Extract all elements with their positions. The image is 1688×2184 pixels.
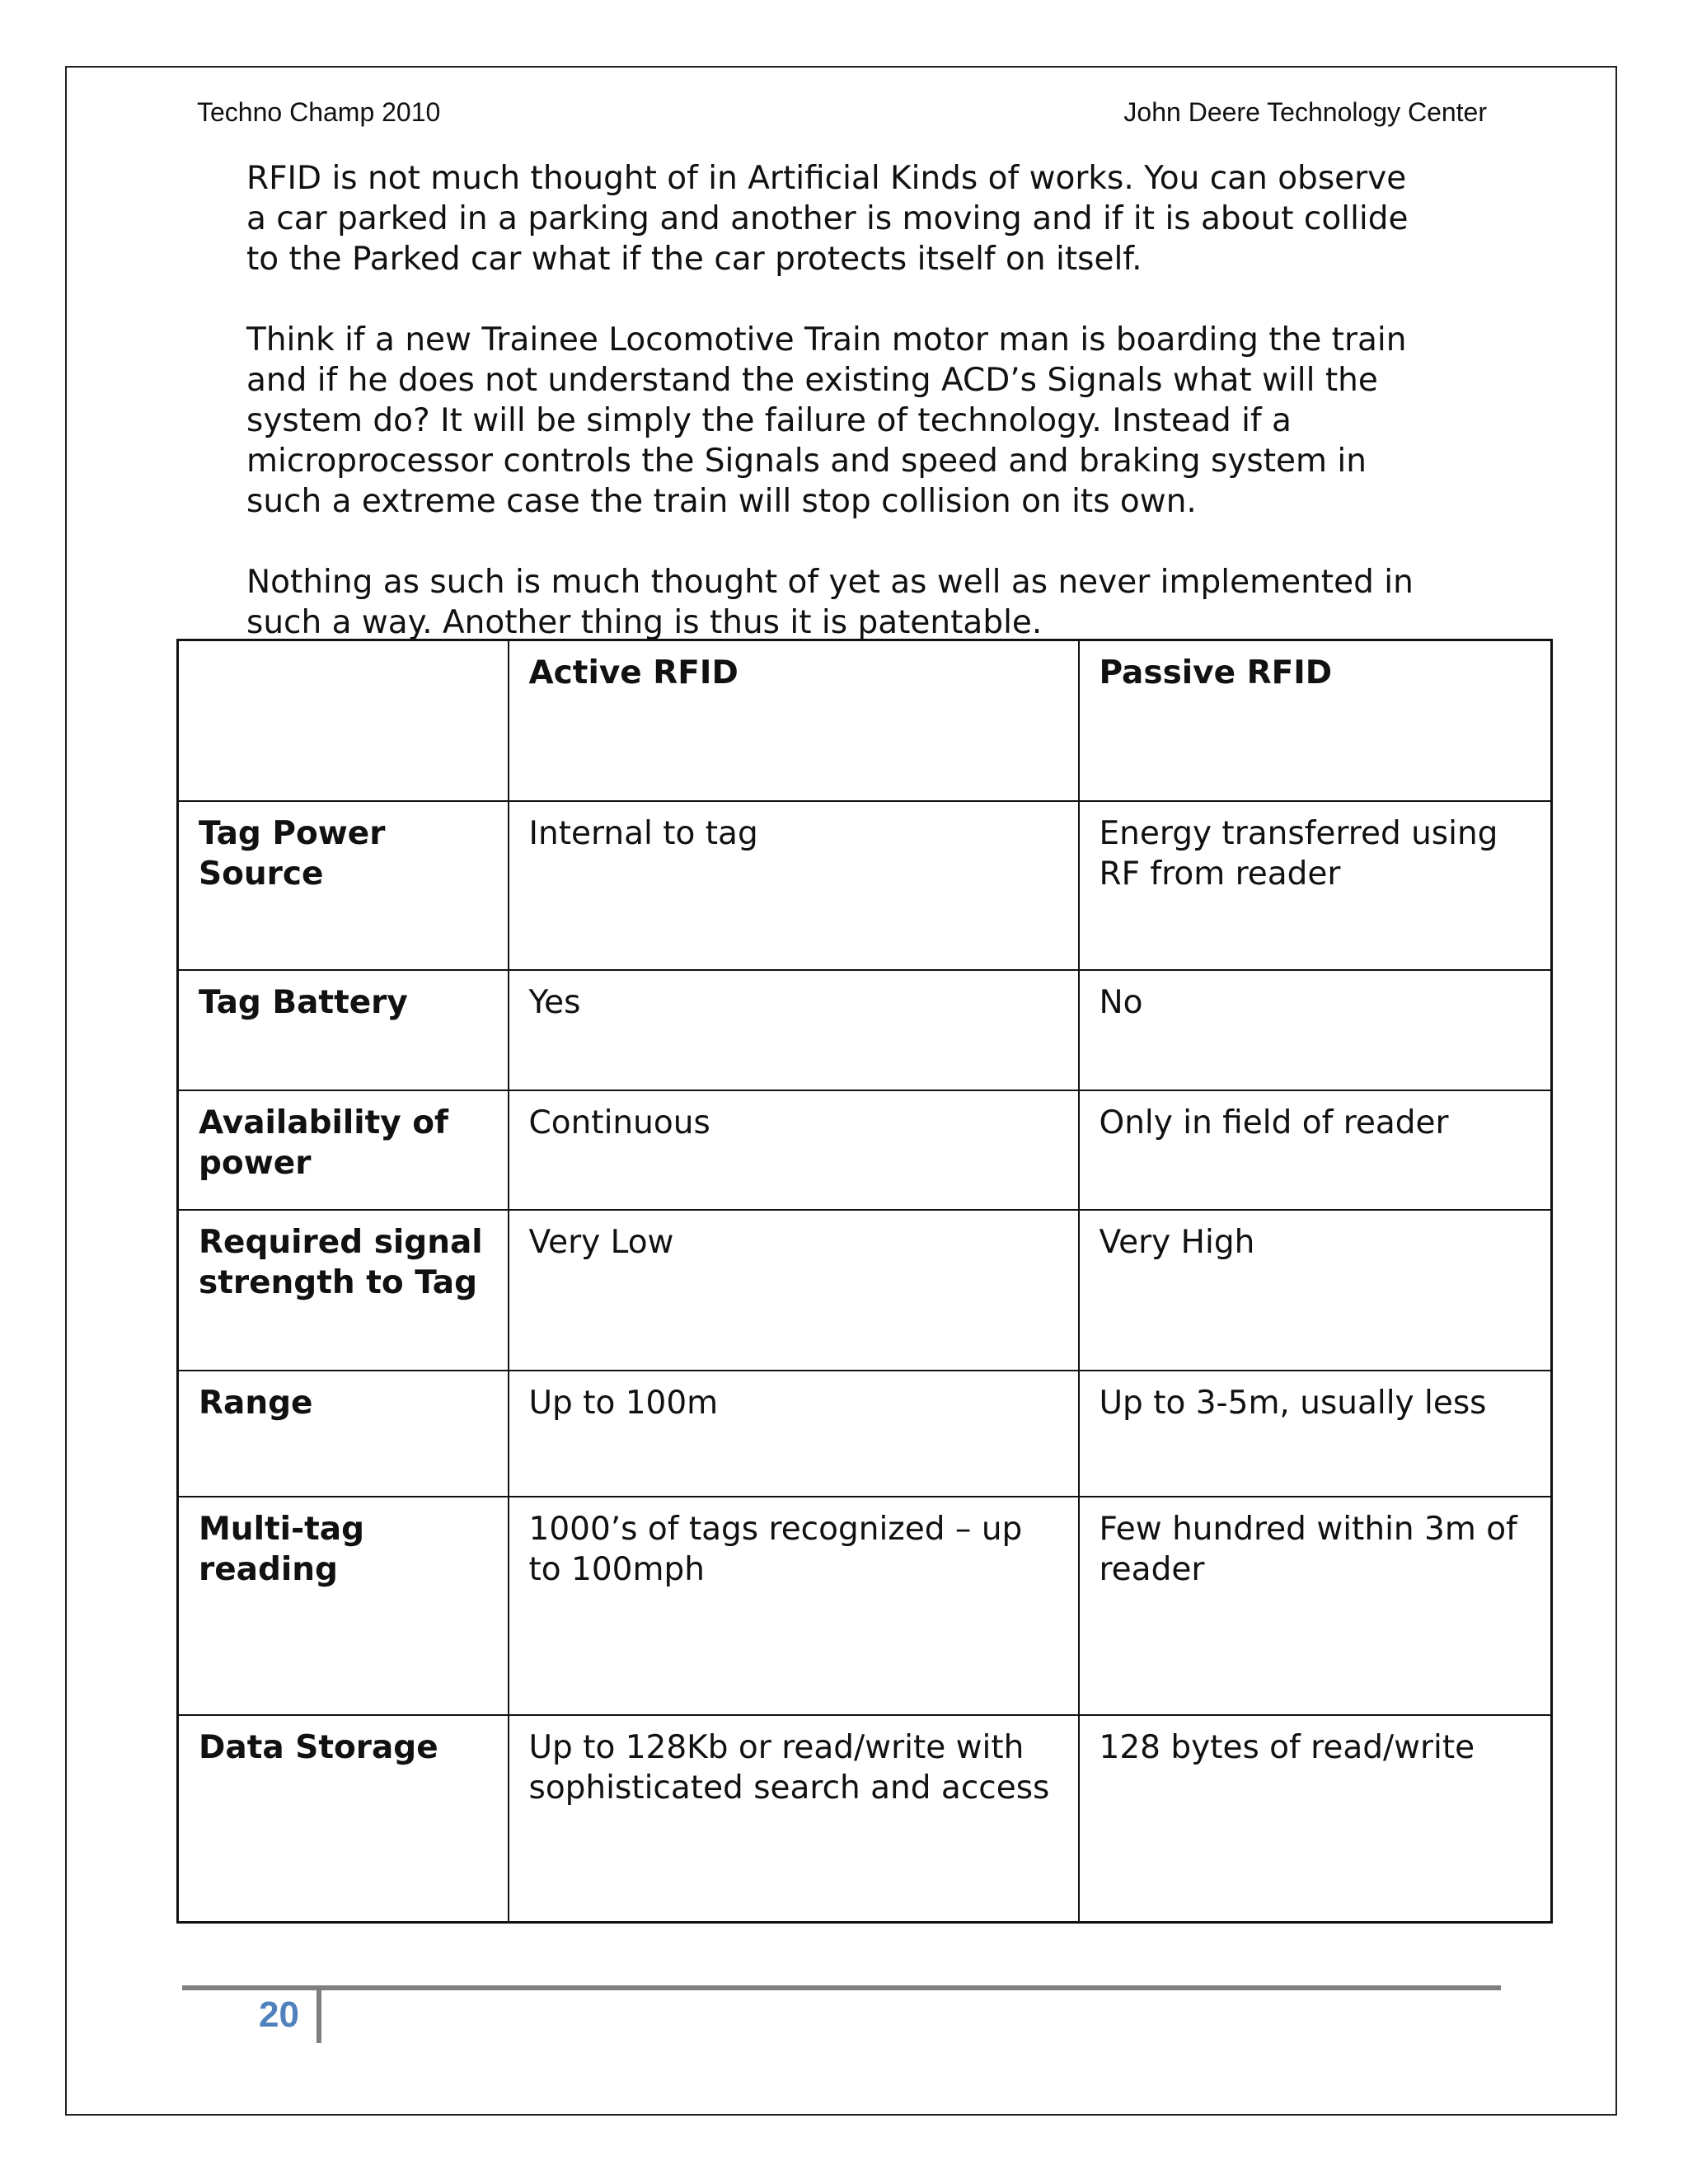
- table-row: [178, 1210, 1552, 1371]
- page-number: 20: [259, 1994, 299, 2035]
- table-header-passive: Passive RFID: [1079, 640, 1552, 801]
- rfid-comparison-table: [176, 639, 1553, 1924]
- passive-cell: Energy transferred using RF from reader: [1079, 801, 1552, 970]
- row-label: Tag Power Source: [178, 801, 509, 970]
- passive-cell: No: [1079, 970, 1552, 1090]
- active-cell: Internal to tag: [509, 801, 1079, 970]
- passive-cell: Up to 3-5m, usually less: [1079, 1371, 1552, 1497]
- table-row: [178, 1497, 1552, 1715]
- row-label: Tag Battery: [178, 970, 509, 1090]
- paragraph-3: Nothing as such is much thought of yet as well as never implemented in such a way. Another thing is thus it is patentable.: [246, 564, 1414, 641]
- paragraph-2: Think if a new Trainee Locomotive Train motor man is boarding the train and if he does not understand the existing ACD’s Signals what will the system do? It will be simply the failure of technology. Instead if a microprocessor controls the Signals and speed and braking system in such a extreme case the train will stop collision on its own.: [246, 321, 1407, 520]
- row-label: Range: [178, 1371, 509, 1497]
- row-label: Data Storage: [178, 1715, 509, 1923]
- table-row: [178, 1371, 1552, 1497]
- passive-cell: 128 bytes of read/write: [1079, 1715, 1552, 1923]
- active-cell: Very Low: [509, 1210, 1079, 1371]
- table-header-empty: [178, 640, 509, 801]
- header-left-text: Techno Champ 2010: [197, 97, 441, 127]
- passive-cell: Few hundred within 3m of reader: [1079, 1497, 1552, 1715]
- active-cell: Up to 128Kb or read/write with sophisticated search and access: [509, 1715, 1079, 1923]
- active-cell: 1000’s of tags recognized – up to 100mph: [509, 1497, 1079, 1715]
- passive-cell: Only in field of reader: [1079, 1090, 1552, 1210]
- table-row: [178, 970, 1552, 1090]
- passive-cell: Very High: [1079, 1210, 1552, 1371]
- active-cell: Continuous: [509, 1090, 1079, 1210]
- active-cell: Yes: [509, 970, 1079, 1090]
- table-row: [178, 801, 1552, 970]
- table-header-active: Active RFID: [509, 640, 1079, 801]
- table-row: [178, 1090, 1552, 1210]
- row-label: Multi-tag reading: [178, 1497, 509, 1715]
- body-text: [246, 158, 1483, 643]
- row-label: Availability of power: [178, 1090, 509, 1210]
- active-cell: Up to 100m: [509, 1371, 1079, 1497]
- table-header-row: [178, 640, 1552, 801]
- header-right-text: John Deere Technology Center: [1123, 97, 1487, 127]
- table-row: [178, 1715, 1552, 1923]
- footer-rule: [182, 1985, 1501, 1990]
- footer-divider-tick: [316, 1985, 321, 2043]
- paragraph-1: RFID is not much thought of in Artificial Kinds of works. You can observe a car parked in a parking and another is moving and if it is about collide to the Parked car what if the car protects itself on itself.: [246, 160, 1409, 278]
- row-label: Required signal strength to Tag: [178, 1210, 509, 1371]
